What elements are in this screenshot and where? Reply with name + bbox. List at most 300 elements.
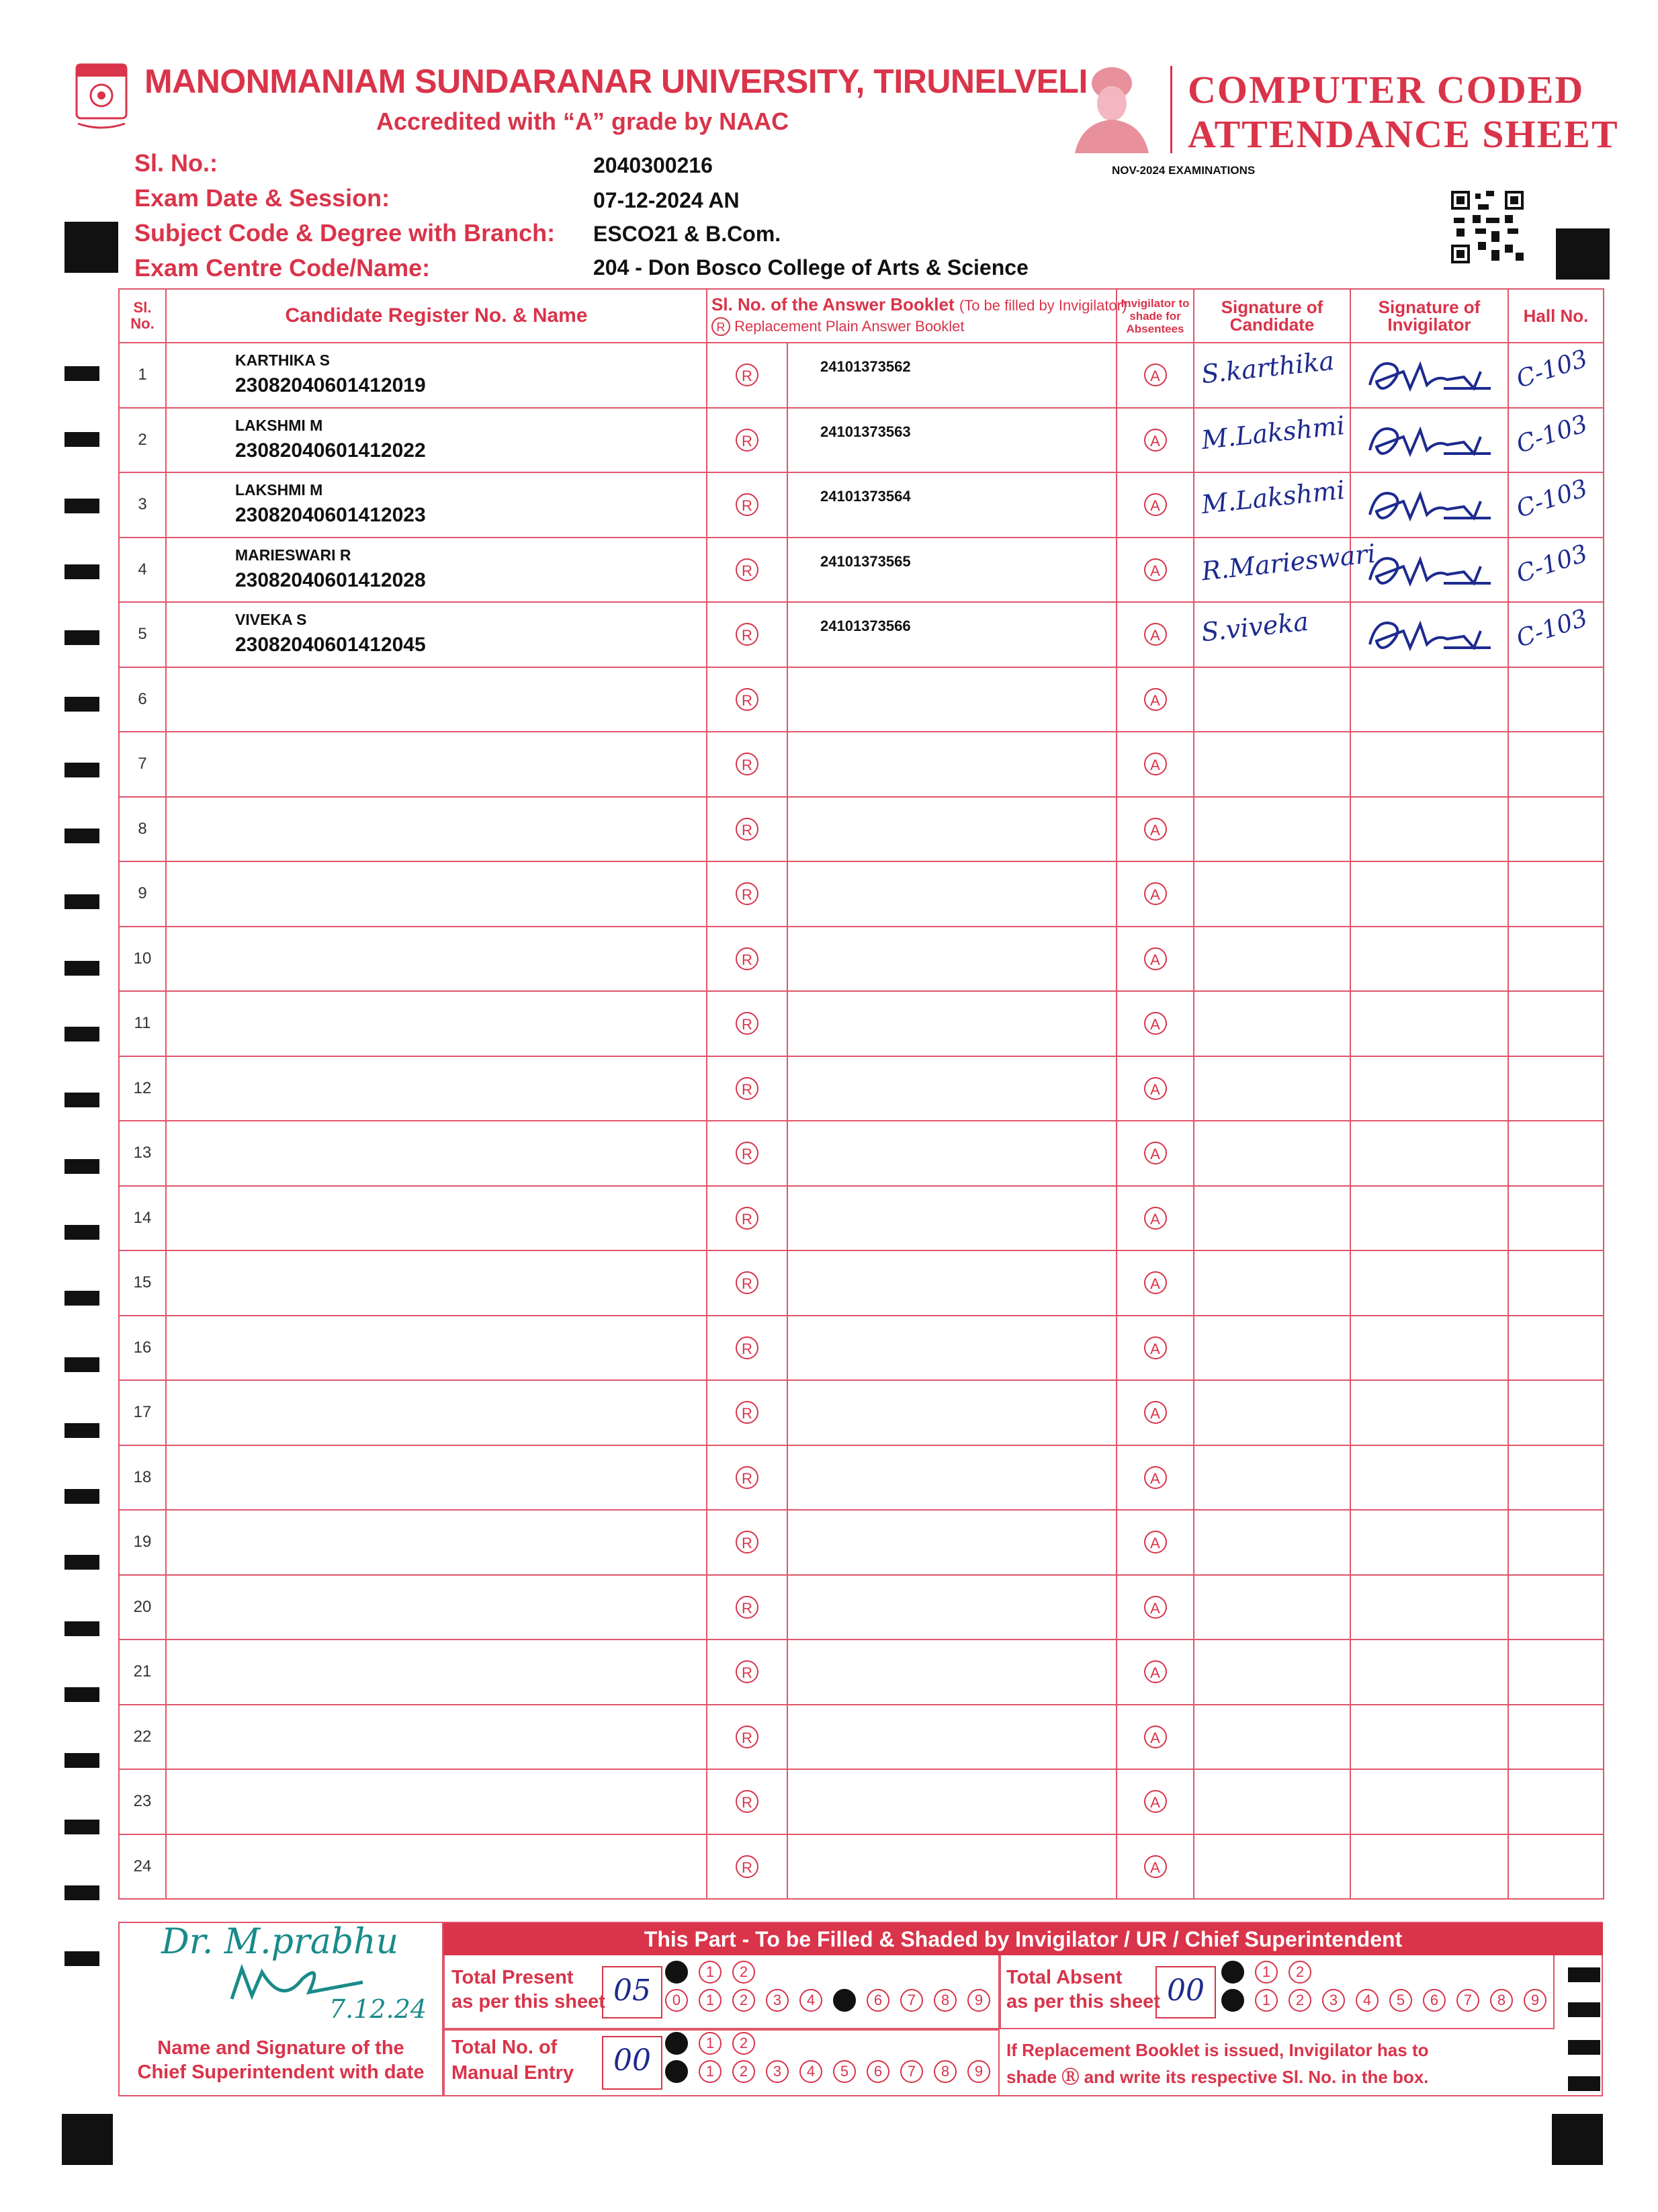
invigilator-signature-cell[interactable] [1350,797,1508,862]
total-absent-tens-bubble[interactable]: 2 [1289,1961,1311,1984]
manual-entry-units-bubble[interactable]: 4 [799,2060,822,2083]
booklet-cell[interactable] [787,343,1117,408]
invigilator-signature-cell[interactable] [1350,1769,1508,1834]
absent-cell [1117,1186,1194,1251]
timing-mark [64,366,99,381]
replacement-bubble[interactable]: R [736,947,758,970]
timing-mark [64,564,99,579]
booklet-cell[interactable] [787,1380,1117,1445]
row-number: 17 [119,1380,166,1445]
invigilator-signature-cell[interactable] [1350,1186,1508,1251]
candidate-signature-cell[interactable] [1194,991,1350,1056]
candidate-register-no: 23082040601412022 [235,439,426,462]
candidate-signature-cell[interactable] [1194,538,1377,603]
booklet-cell[interactable] [787,602,1117,667]
absent-cell [1117,472,1194,538]
candidate-signature-cell[interactable] [1194,1316,1350,1381]
candidate-signature-cell[interactable] [1194,1445,1350,1511]
manual-entry-units-bubble[interactable]: 2 [732,2060,755,2083]
invigilator-signature-cell[interactable] [1350,732,1508,797]
absent-cell [1117,343,1194,408]
absent-cell [1117,1250,1194,1316]
replacement-bubble[interactable]: R [736,1531,758,1554]
total-present-units-bubble[interactable]: 7 [900,1989,923,2012]
replacement-bubble[interactable]: R [736,558,758,581]
absent-bubble[interactable]: A [1144,1660,1167,1683]
candidate-signature-cell[interactable] [1194,861,1350,927]
replacement-cell [707,538,787,603]
chief-label [118,2036,443,2084]
absent-cell [1117,927,1194,992]
absent-bubble[interactable]: A [1144,1142,1167,1164]
table-row [119,1705,1604,1770]
candidate-signature-cell[interactable] [1194,797,1350,862]
replacement-bubble[interactable]: R [736,429,758,452]
invigilator-signature-cell[interactable] [1350,1705,1508,1770]
booklet-cell[interactable] [787,1834,1117,1900]
candidate-cell [166,1445,707,1511]
candidate-cell [166,1575,707,1640]
manual-entry-units-bubble[interactable]: 8 [934,2060,957,2083]
total-absent-value[interactable]: 00 [1155,1966,1216,2018]
candidate-signature-cell[interactable] [1194,343,1350,408]
candidate-signature-cell[interactable] [1194,1380,1350,1445]
col-header-candidate: Candidate Register No. & Name [166,289,707,343]
candidate-signature-cell[interactable] [1194,1575,1350,1640]
replacement-bubble[interactable]: R [736,1401,758,1424]
row-number: 11 [119,991,166,1056]
total-absent-units-bubble[interactable]: 8 [1490,1989,1513,2012]
candidate-signature-cell[interactable] [1194,1769,1350,1834]
sheet-title-line1: COMPUTER CODED [1188,68,1585,112]
timing-mark [64,1555,99,1570]
booklet-cell[interactable] [787,1510,1117,1575]
absent-bubble[interactable]: A [1144,1207,1167,1230]
hall-cell[interactable] [1508,472,1604,538]
candidate-signature-cell[interactable] [1194,602,1350,667]
invigilator-signature-cell[interactable] [1350,1445,1508,1511]
timing-mark [64,1093,99,1107]
absent-bubble[interactable]: A [1144,1012,1167,1035]
replacement-cell [707,1121,787,1186]
total-present-units-bubble[interactable]: 8 [934,1989,957,2012]
absent-bubble[interactable]: A [1144,1855,1167,1878]
hall-cell[interactable] [1508,667,1604,732]
header-divider [1170,66,1172,153]
table-row [119,1056,1604,1121]
absent-bubble[interactable]: A [1144,818,1167,841]
hall-cell[interactable] [1508,1316,1604,1381]
total-absent-units-bubble[interactable]: 2 [1289,1989,1311,2012]
absent-cell [1117,1121,1194,1186]
qr-code [1451,191,1524,263]
university-name: MANONMANIAM SUNDARANAR UNIVERSITY, TIRUNELVELI [144,62,1088,100]
replacement-cell [707,343,787,408]
booklet-cell[interactable] [787,1186,1117,1251]
invigilator-signature [1363,481,1497,528]
row-number: 16 [119,1316,166,1381]
table-row [119,732,1604,797]
absent-cell [1117,991,1194,1056]
total-present-tens-bubble[interactable]: 1 [699,1961,722,1984]
invigilator-signature-cell[interactable] [1350,1510,1508,1575]
total-present-units-bubble[interactable]: 4 [799,1989,822,2012]
booklet-cell[interactable] [787,472,1117,538]
exam-date-value: 07-12-2024 AN [593,188,740,212]
manual-entry-tens-bubble[interactable]: 0 [665,2032,688,2055]
candidate-name: LAKSHMI M [235,481,323,499]
table-row [119,927,1604,992]
candidate-cell [166,927,707,992]
timing-mark [64,961,99,976]
replacement-bubble[interactable]: R [736,1077,758,1100]
invigilator-signature-cell[interactable] [1350,343,1508,408]
booklet-cell[interactable] [787,797,1117,862]
replacement-bubble[interactable]: R [736,882,758,905]
candidate-signature: S.viveka [1200,606,1310,648]
invigilator-signature-cell[interactable] [1350,1121,1508,1186]
row-number: 24 [119,1834,166,1900]
timing-mark [64,894,99,909]
hall-cell[interactable] [1508,1834,1604,1900]
candidate-signature-cell[interactable] [1194,1250,1350,1316]
row-number: 14 [119,1186,166,1251]
table-row [119,408,1604,473]
booklet-cell[interactable] [787,1056,1117,1121]
replacement-cell [707,602,787,667]
hall-cell[interactable] [1508,1640,1604,1705]
replacement-bubble[interactable]: R [736,1271,758,1294]
hall-cell[interactable] [1508,1121,1604,1186]
table-row [119,1575,1604,1640]
total-present-units-bubble[interactable]: 9 [967,1989,990,2012]
hall-number: C-103 [1513,345,1591,394]
manual-entry-units-bubble[interactable]: 0 [665,2060,688,2083]
chief-date-handwritten: 7.12.24 [329,1994,427,2024]
hall-cell[interactable] [1508,1186,1604,1251]
hall-cell[interactable] [1508,927,1604,992]
total-present-tens-bubble[interactable]: 0 [665,1961,688,1984]
row-number: 20 [119,1575,166,1640]
manual-entry-units-bubble[interactable]: 7 [900,2060,923,2083]
booklet-cell[interactable] [787,1769,1117,1834]
booklet-cell[interactable] [787,1121,1117,1186]
accreditation: Accredited with “A” grade by NAAC [376,108,789,135]
candidate-cell [166,1834,707,1900]
absent-bubble[interactable]: A [1144,1596,1167,1619]
table-row [119,1186,1604,1251]
hall-cell[interactable] [1508,1575,1604,1640]
replacement-cell [707,1250,787,1316]
absent-bubble[interactable]: A [1144,1336,1167,1359]
absent-bubble[interactable]: A [1144,364,1167,386]
timing-mark [64,630,99,645]
timing-mark [64,432,99,447]
hall-cell[interactable] [1508,732,1604,797]
col-header-sig-candidate: Signature of Candidate [1194,289,1350,343]
absent-bubble[interactable]: A [1144,493,1167,516]
manual-entry-units-bubble[interactable]: 5 [833,2060,856,2083]
table-header-row [119,289,1604,343]
hall-cell[interactable] [1508,602,1604,667]
replacement-bubble[interactable]: R [736,623,758,646]
row-number: 21 [119,1640,166,1705]
absent-bubble[interactable]: A [1144,623,1167,646]
replacement-bubble[interactable]: R [736,1336,758,1359]
booklet-cell[interactable] [787,538,1117,603]
replacement-cell [707,408,787,473]
booklet-cell[interactable] [787,1316,1117,1381]
absent-cell [1117,667,1194,732]
table-row [119,1380,1604,1445]
hall-number: C-103 [1513,604,1591,653]
invigilator-signature-cell[interactable] [1350,1640,1508,1705]
absent-bubble[interactable]: A [1144,1271,1167,1294]
absent-bubble[interactable]: A [1144,753,1167,775]
replacement-bubble[interactable]: R [736,1790,758,1813]
invigilator-signature-cell[interactable] [1350,1250,1508,1316]
candidate-cell [166,861,707,927]
absent-bubble[interactable]: A [1144,1726,1167,1748]
row-number: 9 [119,861,166,927]
invigilator-signature-cell[interactable] [1350,602,1508,667]
hall-cell[interactable] [1508,1769,1604,1834]
row-number: 7 [119,732,166,797]
replacement-bubble[interactable]: R [736,1012,758,1035]
manual-entry-units-bubble[interactable]: 9 [967,2060,990,2083]
booklet-number: 24101373562 [820,358,911,375]
replacement-bubble[interactable]: R [736,1466,758,1489]
replacement-cell [707,1056,787,1121]
booklet-cell[interactable] [787,1640,1117,1705]
invigilator-signature [1363,546,1497,593]
timing-mark [64,1159,99,1174]
table-row [119,1640,1604,1705]
table-row [119,1834,1604,1900]
candidate-signature-cell[interactable] [1194,472,1350,538]
absent-bubble[interactable]: A [1144,1531,1167,1554]
timing-mark [64,1753,99,1768]
candidate-signature-cell[interactable] [1194,1121,1350,1186]
table-row [119,1769,1604,1834]
absent-cell [1117,1769,1194,1834]
candidate-cell [166,472,707,538]
total-present-units-bubble[interactable]: 0 [665,1989,688,2012]
total-absent-label-2: as per this sheet [1006,1991,1160,2012]
total-absent-units-bubble[interactable]: 1 [1255,1989,1278,2012]
replacement-bubble[interactable]: R [736,688,758,711]
invigilator-signature [1363,611,1497,658]
manual-entry-label-1: Total No. of [451,2037,558,2058]
replacement-cell [707,1186,787,1251]
replacement-bubble[interactable]: R [736,1726,758,1748]
candidate-signature: R.Marieswari [1200,538,1377,586]
invigilator-signature-cell[interactable] [1350,538,1508,603]
candidate-cell [166,1250,707,1316]
booklet-cell[interactable] [787,1575,1117,1640]
candidate-signature-cell[interactable] [1194,1705,1350,1770]
hall-cell[interactable] [1508,1250,1604,1316]
hall-cell[interactable] [1508,343,1604,408]
booklet-cell[interactable] [787,991,1117,1056]
hall-cell[interactable] [1508,1056,1604,1121]
replacement-bubble[interactable]: R [736,818,758,841]
hall-cell[interactable] [1508,1380,1604,1445]
invigilator-signature-cell[interactable] [1350,1575,1508,1640]
candidate-cell [166,1640,707,1705]
booklet-cell[interactable] [787,667,1117,732]
invigilator-signature-cell[interactable] [1350,472,1508,538]
replacement-bubble[interactable]: R [736,1855,758,1878]
absent-cell [1117,1834,1194,1900]
candidate-register-no: 23082040601412019 [235,374,426,396]
candidate-signature-cell[interactable] [1194,927,1350,992]
absent-bubble[interactable]: A [1144,1401,1167,1424]
founder-portrait [1068,62,1155,153]
booklet-cell[interactable] [787,1250,1117,1316]
total-present-value[interactable]: 05 [602,1966,662,2018]
total-present-units-bubble[interactable]: 3 [766,1989,789,2012]
row-number: 4 [119,538,166,603]
invigilator-signature-cell[interactable] [1350,1380,1508,1445]
replacement-legend-icon: R [711,317,730,336]
absent-cell [1117,408,1194,473]
manual-entry-tens-bubble[interactable]: 2 [732,2032,755,2055]
replacement-bubble[interactable]: R [736,364,758,386]
replacement-bubble[interactable]: R [736,1596,758,1619]
total-present-units-bubble[interactable]: 2 [732,1989,755,2012]
hall-cell[interactable] [1508,408,1604,473]
candidate-signature-cell[interactable] [1194,667,1350,732]
invigilator-signature-cell[interactable] [1350,1316,1508,1381]
absent-bubble[interactable]: A [1144,947,1167,970]
total-present-tens-bubble[interactable]: 2 [732,1961,755,1984]
replacement-bubble[interactable]: R [736,1142,758,1164]
manual-entry-tens-bubble[interactable]: 1 [699,2032,722,2055]
absent-cell [1117,1056,1194,1121]
booklet-cell[interactable] [787,1705,1117,1770]
total-present-units-bubble[interactable]: 5 [833,1989,856,2012]
hall-cell[interactable] [1508,991,1604,1056]
col-header-hall: Hall No. [1508,289,1604,343]
manual-entry-units-bubble[interactable]: 1 [699,2060,722,2083]
invigilator-signature-cell[interactable] [1350,861,1508,927]
row-number: 8 [119,797,166,862]
chief-name-handwritten: Dr. M.prabhu [161,1922,399,1962]
candidate-signature-cell[interactable] [1194,1056,1350,1121]
total-absent-units-bubble[interactable]: 5 [1389,1989,1412,2012]
replacement-bubble[interactable]: R [736,753,758,775]
manual-entry-units-bubble[interactable]: 6 [867,2060,889,2083]
hall-number: C-103 [1513,539,1591,589]
total-present-units-bubble[interactable]: 6 [867,1989,889,2012]
candidate-cell [166,408,707,473]
booklet-cell[interactable] [787,732,1117,797]
row-number: 6 [119,667,166,732]
total-absent-units-bubble[interactable]: 4 [1356,1989,1379,2012]
invigilator-signature-cell[interactable] [1350,927,1508,992]
table-row [119,538,1604,603]
candidate-cell [166,343,707,408]
hall-cell[interactable] [1508,538,1604,603]
replacement-cell [707,1445,787,1511]
registration-mark [1556,228,1610,280]
absent-bubble[interactable]: A [1144,1466,1167,1489]
candidate-signature-cell[interactable] [1194,1186,1350,1251]
hall-number: C-103 [1513,409,1591,459]
candidate-signature-cell[interactable] [1194,408,1350,473]
candidate-signature: M.Lakshmi [1200,410,1346,455]
replacement-cell [707,1380,787,1445]
invigilator-signature-cell[interactable] [1350,1056,1508,1121]
candidate-signature-cell[interactable] [1194,1510,1350,1575]
candidate-cell [166,1186,707,1251]
candidate-signature-cell[interactable] [1194,732,1350,797]
total-absent-tens-bubble[interactable]: 0 [1221,1961,1244,1984]
absent-bubble[interactable]: A [1144,1790,1167,1813]
replacement-bubble[interactable]: R [736,493,758,516]
absent-cell [1117,861,1194,927]
candidate-signature: S.karthika [1200,345,1336,390]
replacement-note-line2: shade Ⓡ and write its respective Sl. No. in the box. [1006,2067,1429,2087]
invigilator-signature-cell[interactable] [1350,408,1508,473]
absent-cell [1117,797,1194,862]
table-row [119,1510,1604,1575]
candidate-signature-cell[interactable] [1194,1640,1350,1705]
booklet-cell[interactable] [787,861,1117,927]
absent-bubble[interactable]: A [1144,1077,1167,1100]
hall-cell[interactable] [1508,1445,1604,1511]
attendance-table [118,288,1604,1900]
row-number: 13 [119,1121,166,1186]
hall-cell[interactable] [1508,861,1604,927]
total-absent-tens-bubble[interactable]: 1 [1255,1961,1278,1984]
total-present-label-2: as per this sheet [451,1991,605,2012]
candidate-cell [166,1380,707,1445]
row-number: 18 [119,1445,166,1511]
booklet-cell[interactable] [787,927,1117,992]
total-absent-units-bubble[interactable]: 7 [1456,1989,1479,2012]
hall-cell[interactable] [1508,1510,1604,1575]
absent-bubble[interactable]: A [1144,688,1167,711]
absent-bubble[interactable]: A [1144,558,1167,581]
booklet-cell[interactable] [787,408,1117,473]
candidate-cell [166,538,707,603]
manual-entry-units-bubble[interactable]: 3 [766,2060,789,2083]
booklet-cell[interactable] [787,1445,1117,1511]
table-row [119,861,1604,927]
replacement-cell [707,1510,787,1575]
invigilator-signature-cell[interactable] [1350,1834,1508,1900]
absent-bubble[interactable]: A [1144,429,1167,452]
total-absent-units-bubble[interactable]: 0 [1221,1989,1244,2012]
replacement-bubble[interactable]: R [736,1207,758,1230]
manual-entry-value[interactable]: 00 [602,2036,662,2090]
absent-bubble[interactable]: A [1144,882,1167,905]
hall-cell[interactable] [1508,1705,1604,1770]
hall-cell[interactable] [1508,797,1604,862]
total-absent-units-bubble[interactable]: 3 [1322,1989,1345,2012]
exam-centre-value: 204 - Don Bosco College of Arts & Science [593,255,1029,280]
total-absent-units-bubble[interactable]: 9 [1524,1989,1546,2012]
invigilator-signature-cell[interactable] [1350,667,1508,732]
replacement-bubble[interactable]: R [736,1660,758,1683]
invigilator-signature-cell[interactable] [1350,991,1508,1056]
total-present-units-bubble[interactable]: 1 [699,1989,722,2012]
candidate-signature-cell[interactable] [1194,1834,1350,1900]
total-absent-units-bubble[interactable]: 6 [1423,1989,1446,2012]
timing-mark [64,1357,99,1372]
